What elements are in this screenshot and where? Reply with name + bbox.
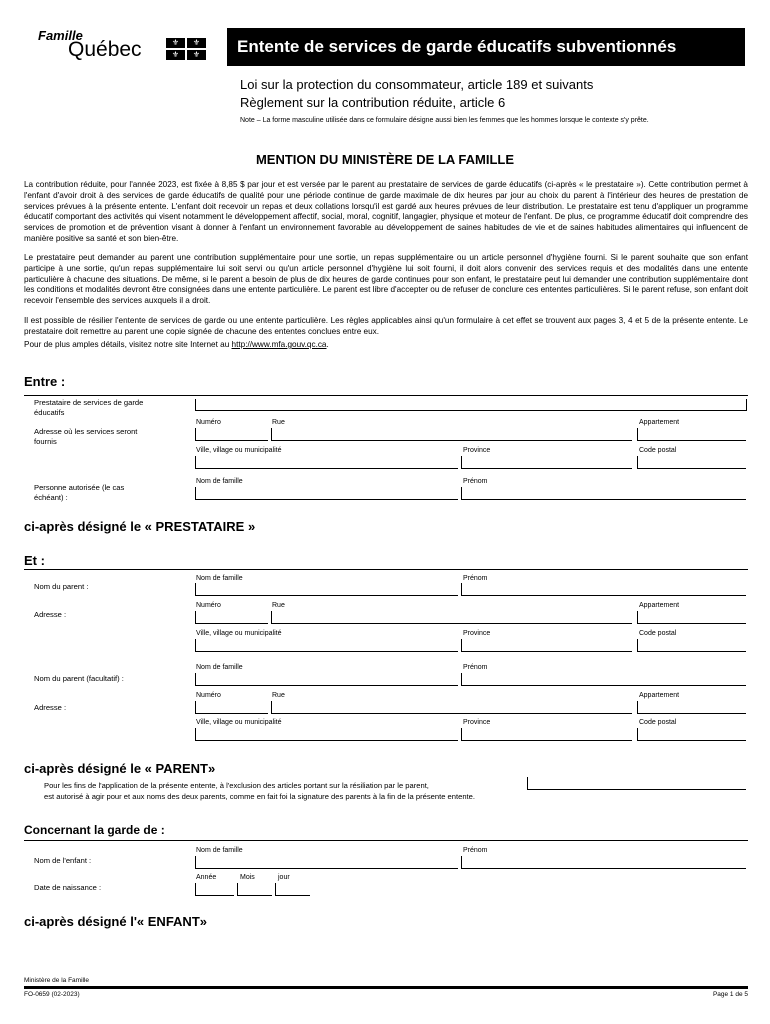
appartement-label: Appartement	[639, 419, 680, 426]
personne-nom-field[interactable]	[195, 487, 458, 500]
parent2-prenom-field[interactable]	[461, 673, 746, 686]
jour-field[interactable]	[275, 883, 310, 896]
appartement-label: Appartement	[639, 602, 680, 609]
ville-label: Ville, village ou municipalité	[196, 630, 282, 637]
parent-autorise-field[interactable]	[527, 777, 746, 790]
jour-label: jour	[278, 874, 290, 881]
numero-field[interactable]	[195, 428, 268, 441]
divider	[24, 840, 748, 841]
annee-field[interactable]	[195, 883, 234, 896]
prenom-label: Prénom	[463, 664, 488, 671]
enfant-nom-field[interactable]	[195, 856, 458, 869]
enfant-prenom-field[interactable]	[461, 856, 746, 869]
mois-label: Mois	[240, 874, 255, 881]
designe-parent: ci-après désigné le « PARENT»	[24, 761, 216, 776]
footer-divider	[24, 986, 748, 989]
code-postal-label: Code postal	[639, 630, 677, 637]
parent2-ville-field[interactable]	[195, 728, 458, 741]
parent2-province-field[interactable]	[461, 728, 632, 741]
province-label: Province	[463, 447, 491, 454]
nom-parent-facultatif-label: Nom du parent (facultatif) :	[34, 674, 124, 683]
divider	[24, 569, 748, 570]
mention-title: MENTION DU MINISTÈRE DE LA FAMILLE	[255, 152, 515, 167]
gender-note: Note – La forme masculine utilisée dans ce formulaire désigne aussi bien les femmes que les hommes lorsque le contexte s'y prête.	[240, 117, 649, 124]
footer-form-code: FO-0659 (02-2023)	[24, 991, 80, 998]
mois-field[interactable]	[237, 883, 272, 896]
code-postal-label: Code postal	[639, 719, 677, 726]
parent2-code-postal-field[interactable]	[637, 728, 746, 741]
designe-prestataire: ci-après désigné le « PRESTATAIRE »	[24, 519, 256, 534]
parent-numero-field[interactable]	[195, 611, 268, 624]
law-reference-1: Loi sur la protection du consommateur, article 189 et suivants	[240, 77, 594, 92]
garde-title: Concernant la garde de :	[24, 823, 165, 837]
appartement-label: Appartement	[639, 692, 680, 699]
personne-autorisee-label: Personne autorisée (le cas échéant) :	[34, 483, 125, 502]
prenom-label: Prénom	[463, 575, 488, 582]
ville-label: Ville, village ou municipalité	[196, 719, 282, 726]
date-naissance-label: Date de naissance :	[34, 883, 102, 892]
nom-famille-label: Nom de famille	[196, 575, 243, 582]
footer-page-number: Page 1 de 5	[712, 991, 748, 998]
mention-paragraph-3: Il est possible de résilier l'entente de services de garde ou une entente particulière. Les règles applicables ainsi qu'un formulaire à cet effet se trouvent aux pages 3, 4 et 5 de la présente entente. Le prestataire doit remettre au parent une copie signée de chacune des ententes conclues entre eux.	[24, 316, 748, 336]
parent-prenom-field[interactable]	[461, 583, 746, 596]
prestataire-field[interactable]	[195, 399, 747, 411]
website-suffix: .	[326, 340, 329, 349]
parent-appartement-field[interactable]	[637, 611, 746, 624]
law-reference-2: Règlement sur la contribution réduite, article 6	[240, 95, 506, 110]
appartement-field[interactable]	[637, 428, 746, 441]
adresse-parent2-label: Adresse :	[34, 703, 67, 712]
ville-label: Ville, village ou municipalité	[196, 447, 282, 454]
parent2-rue-field[interactable]	[271, 701, 632, 714]
parent-code-postal-field[interactable]	[637, 639, 746, 652]
rue-field[interactable]	[271, 428, 632, 441]
province-field[interactable]	[461, 456, 632, 469]
footer-ministere: Ministère de la Famille	[24, 977, 90, 984]
adresse-services-label: Adresse où les services seront fournis	[34, 427, 138, 446]
parent2-numero-field[interactable]	[195, 701, 268, 714]
website-link[interactable]: http://www.mfa.gouv.qc.ca	[231, 340, 327, 349]
province-label: Province	[463, 630, 491, 637]
quebec-flag-icon: ⚜ ⚜ ⚜ ⚜	[166, 38, 206, 60]
numero-label: Numéro	[196, 602, 221, 609]
nom-famille-label: Nom de famille	[196, 478, 243, 485]
website-text: Pour de plus amples détails, visitez notre site Internet au	[24, 340, 232, 349]
nom-famille-label: Nom de famille	[196, 664, 243, 671]
prenom-label: Prénom	[463, 847, 488, 854]
parent2-appartement-field[interactable]	[637, 701, 746, 714]
province-label: Province	[463, 719, 491, 726]
logo-quebec: Québec	[68, 38, 142, 61]
code-postal-field[interactable]	[637, 456, 746, 469]
parent-ville-field[interactable]	[195, 639, 458, 652]
numero-label: Numéro	[196, 692, 221, 699]
parent-nom-field[interactable]	[195, 583, 458, 596]
rue-label: Rue	[272, 602, 285, 609]
entre-title: Entre :	[24, 374, 66, 389]
mention-paragraph-1: La contribution réduite, pour l'année 2023, est fixée à 8,85 $ par jour et est versée par le parent au prestataire de services de garde éducatifs (ci-après « le prestataire »). Cette contribution permet à l'enfant d'avoir droit à des services de garde éducatifs de qualité pour une période continue de garde maximale de dix heures par jour au choix du parent à l'intérieur des heures de prestation de services prévues à la présente entente. L'enfant doit recevoir un repas et deux collations lorsqu'il est gardé aux heures prévues de leur distribution. Le prestataire est tenu d'appliquer un programme éducatif comportant des activités qui visent notamment le développement affectif, social, moral, cognitif, langagier, physique et moteur de l'enfant. De plus, ce programme éducatif doit comprendre des services de promotion et de prévention visant à donner à l'enfant un environnement favorable au développement de saines habitudes de vie et de saines habitudes alimentaires qui influencent de manière positive sa santé et son bien-être.	[24, 180, 748, 243]
parent-rue-field[interactable]	[271, 611, 632, 624]
fins-line-1: Pour les fins de l'application de la présente entente, à l'exclusion des articles portant sur la résiliation par le parent,	[44, 781, 429, 790]
prestataire-label: Prestataire de services de garde éducatifs	[34, 398, 144, 417]
form-title: Entente de services de garde éducatifs subventionnés	[227, 28, 745, 66]
nom-famille-label: Nom de famille	[196, 847, 243, 854]
rue-label: Rue	[272, 692, 285, 699]
parent2-nom-field[interactable]	[195, 673, 458, 686]
mention-paragraph-2: Le prestataire peut demander au parent une contribution supplémentaire pour une sortie, un repas supplémentaire ou un article personnel d'hygiène fourni. Si le parent souhaite que son enfant participe à une sortie, qu'un repas supplémentaire lui soit servi ou qu'un article personnel d'hygiène lui soit fourni, il doit alors convenir des services requis et des modalités dans une entente particulière à chacune des situations. De même, si le parent a besoin de plus de dix heures de garde continues pour son enfant, le prestataire peut lui demander une contribution supplémentaire dont les conditions et modalités devront être consignées dans une entente particulière. Le parent est libre d'accepter ou de refuser de conclure ces ententes particulières. Si le parent refuse, son enfant doit recevoir l'ensemble des services auxquels il a droit.	[24, 253, 748, 306]
nom-parent-label: Nom du parent :	[34, 582, 89, 591]
code-postal-label: Code postal	[639, 447, 677, 454]
parent-province-field[interactable]	[461, 639, 632, 652]
logo-famille: Famille	[38, 28, 83, 43]
numero-label: Numéro	[196, 419, 221, 426]
mention-paragraph-4	[24, 340, 748, 351]
annee-label: Année	[196, 874, 217, 881]
fins-line-2: est autorisé à agir pour et aux noms des deux parents, comme en fait foi la signature des parents à la fin de la présente entente.	[44, 792, 475, 801]
ville-field[interactable]	[195, 456, 458, 469]
personne-prenom-field[interactable]	[461, 487, 746, 500]
et-title: Et :	[24, 553, 45, 568]
adresse-parent-label: Adresse :	[34, 610, 67, 619]
designe-enfant: ci-après désigné l'« ENFANT»	[24, 914, 207, 929]
nom-enfant-label: Nom de l'enfant :	[34, 856, 92, 865]
divider	[24, 395, 748, 396]
prenom-label: Prénom	[463, 478, 488, 485]
rue-label: Rue	[272, 419, 285, 426]
